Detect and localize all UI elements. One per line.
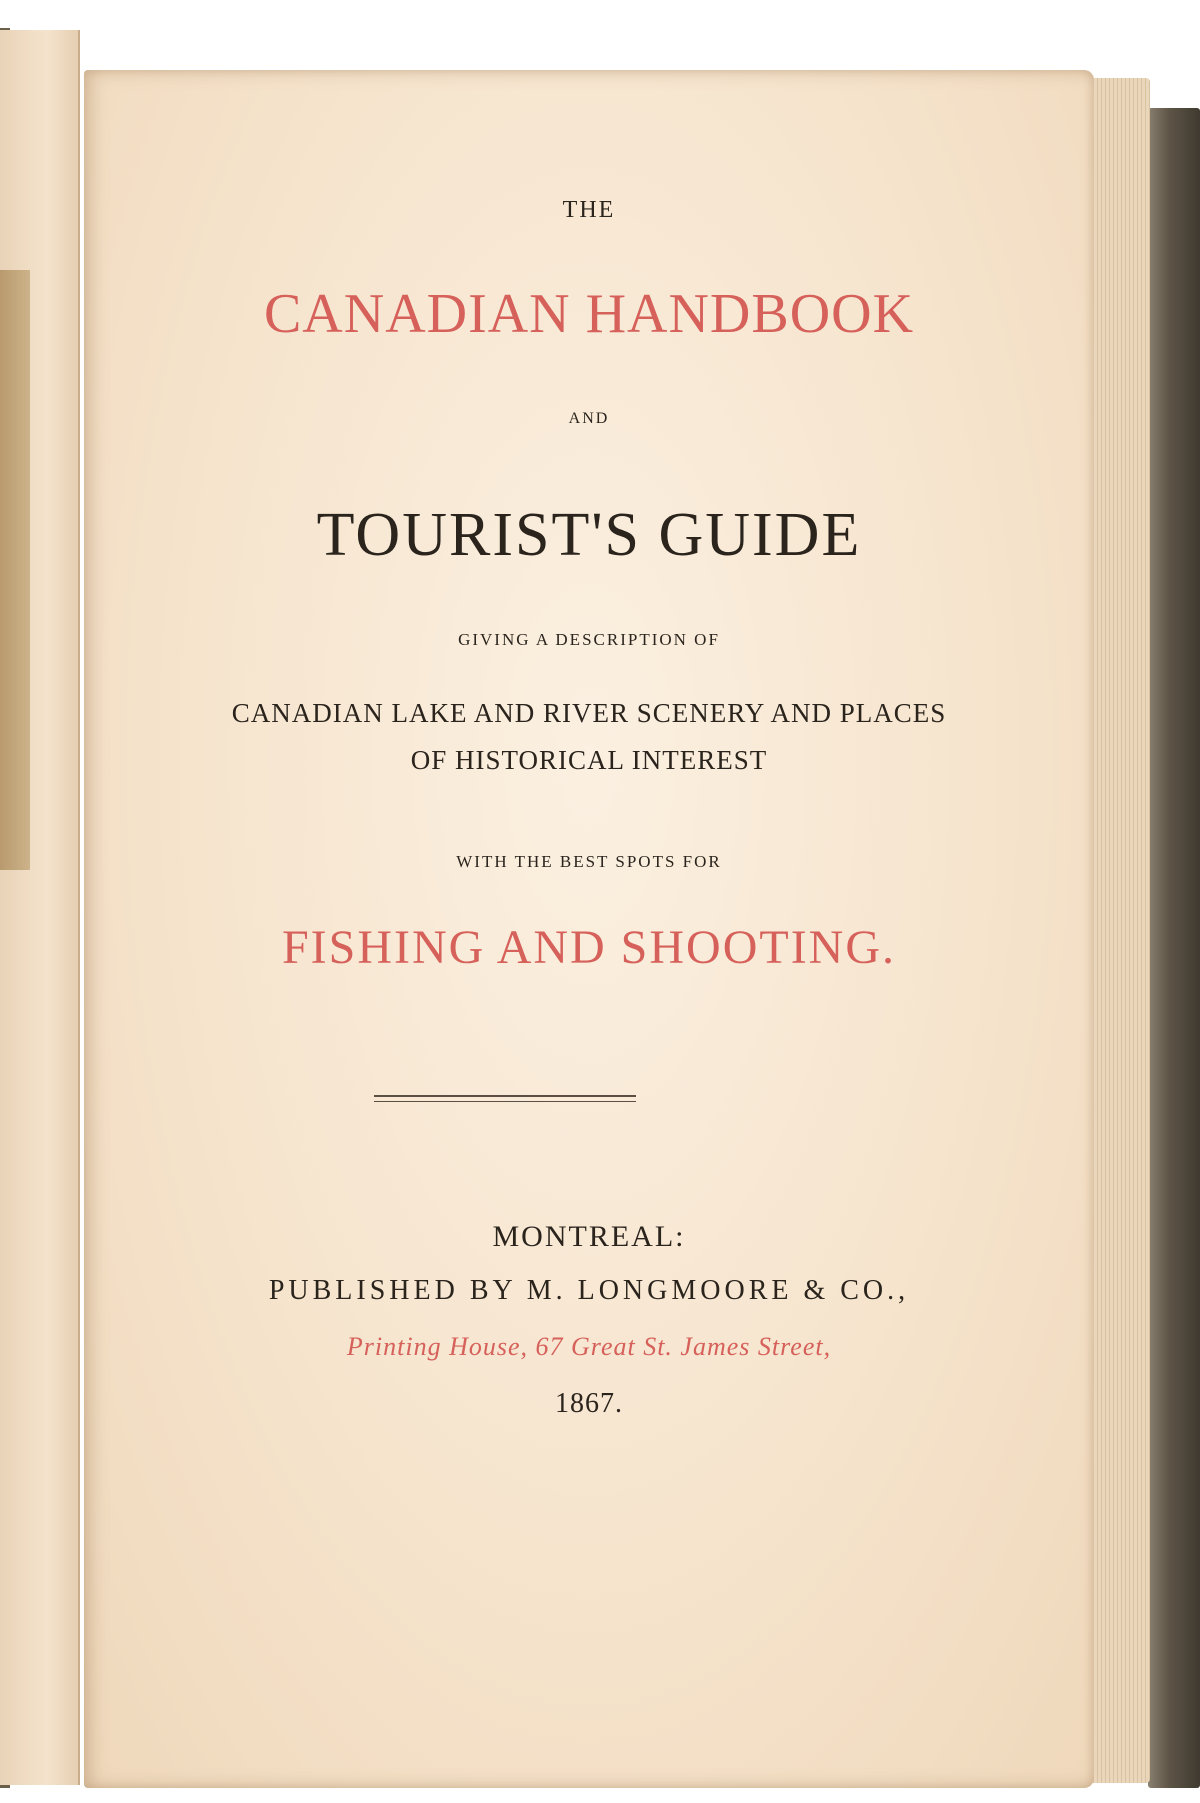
- double-rule-top: [374, 1095, 636, 1097]
- frontispiece-plate-edge: [0, 270, 30, 870]
- title-the: THE: [562, 197, 616, 223]
- title-canadian-handbook: CANADIAN HANDBOOK: [263, 283, 915, 345]
- fishing-and-shooting: FISHING AND SHOOTING.: [281, 921, 896, 974]
- imprint-year: 1867.: [555, 1388, 623, 1419]
- double-rule-bottom: [374, 1101, 636, 1102]
- title-tourists-guide: TOURIST'S GUIDE: [316, 501, 862, 569]
- imprint-publisher: PUBLISHED BY M. LONGMOORE & CO.,: [268, 1275, 910, 1306]
- imprint-city: MONTREAL:: [492, 1220, 686, 1253]
- description-line-1: CANADIAN LAKE AND RIVER SCENERY AND PLACES: [231, 698, 947, 728]
- book-cover-edge: [1148, 108, 1200, 1788]
- giving-description: GIVING A DESCRIPTION OF: [458, 630, 720, 649]
- description-line-2: OF HISTORICAL INTEREST: [410, 745, 768, 775]
- best-spots: WITH THE BEST SPOTS FOR: [456, 852, 722, 871]
- imprint-printer-address: Printing House, 67 Great St. James Street,: [346, 1332, 832, 1361]
- left-page-edge: [0, 30, 80, 1785]
- title-page: [84, 70, 1094, 1788]
- title-and: AND: [568, 410, 610, 427]
